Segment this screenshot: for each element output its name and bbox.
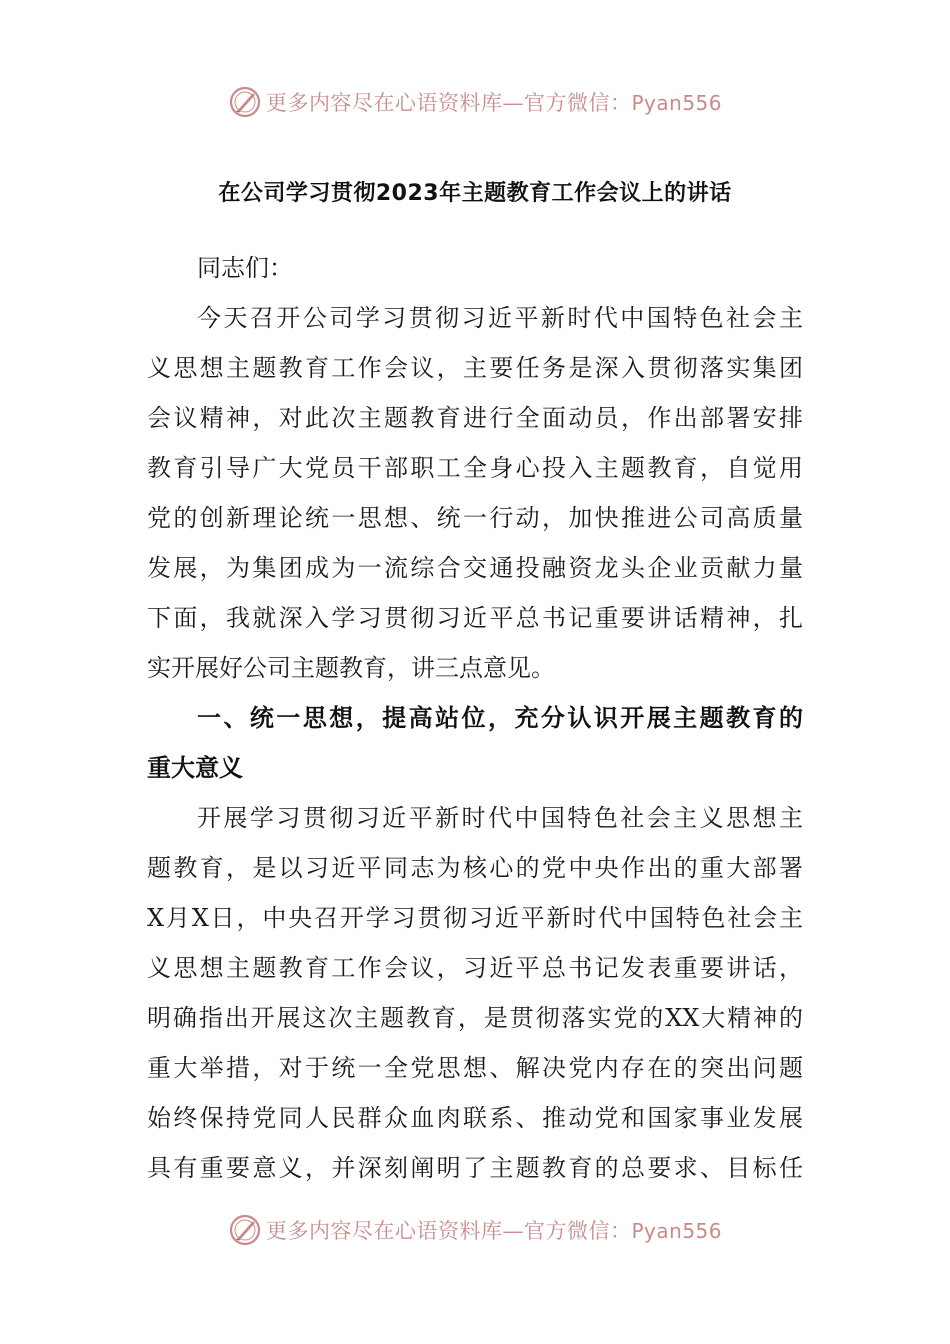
paragraph-line: 开展学习贯彻习近平新时代中国特色社会主义思想主 bbox=[197, 804, 803, 832]
watermark-text: 更多内容尽在心语资料库—官方微信：Pyan556 bbox=[265, 91, 722, 115]
document-title: 在公司学习贯彻2023年主题教育工作会议上的讲话 bbox=[218, 181, 732, 206]
paragraph-line: 会议精神，对此次主题教育进行全面动员，作出部署安排 bbox=[147, 404, 803, 432]
paragraph-line: 下面，我就深入学习贯彻习近平总书记重要讲话精神，扎 bbox=[147, 604, 803, 632]
paragraph-line: 始终保持党同人民群众血肉联系、推动党和国家事业发展 bbox=[147, 1104, 803, 1132]
paragraph-line: 义思想主题教育工作会议，习近平总书记发表重要讲话， bbox=[147, 954, 803, 982]
paragraph-line: 教育引导广大党员干部职工全身心投入主题教育，自觉用 bbox=[147, 454, 803, 482]
paragraph-line: 实开展好公司主题教育，讲三点意见。 bbox=[147, 654, 555, 682]
section-heading: 重大意义 bbox=[147, 754, 243, 782]
paragraph-line: 义思想主题教育工作会议，主要任务是深入贯彻落实集团 bbox=[147, 354, 803, 382]
paragraph-line: 明确指出开展这次主题教育，是贯彻落实党的XX大精神的 bbox=[147, 1004, 803, 1032]
paragraph-line: 具有重要意义，并深刻阐明了主题教育的总要求、目标任 bbox=[147, 1154, 803, 1182]
watermark-text: 更多内容尽在心语资料库—官方微信：Pyan556 bbox=[265, 1219, 722, 1243]
section-heading: 一、统一思想，提高站位，充分认识开展主题教育的 bbox=[197, 704, 803, 732]
salutation: 同志们： bbox=[197, 254, 293, 282]
wechat-id: Pyan556 bbox=[631, 1219, 722, 1243]
paragraph-line: 今天召开公司学习贯彻习近平新时代中国特色社会主 bbox=[197, 304, 803, 332]
quill-pen-seal-icon bbox=[228, 85, 262, 119]
header-watermark bbox=[0, 82, 950, 122]
paragraph-line: 题教育，是以习近平同志为核心的党中央作出的重大部署 bbox=[147, 854, 803, 882]
paragraph-line: 党的创新理论统一思想、统一行动，加快推进公司高质量 bbox=[147, 504, 803, 532]
wechat-id: Pyan556 bbox=[631, 91, 722, 115]
quill-pen-seal-icon bbox=[228, 1213, 262, 1247]
paragraph-line: X月X日，中央召开学习贯彻习近平新时代中国特色社会主 bbox=[147, 904, 803, 932]
footer-watermark bbox=[0, 1210, 950, 1250]
paragraph-line: 重大举措，对于统一全党思想、解决党内存在的突出问题 bbox=[147, 1054, 803, 1082]
paragraph-line: 发展，为集团成为一流综合交通投融资龙头企业贡献力量 bbox=[147, 554, 803, 582]
